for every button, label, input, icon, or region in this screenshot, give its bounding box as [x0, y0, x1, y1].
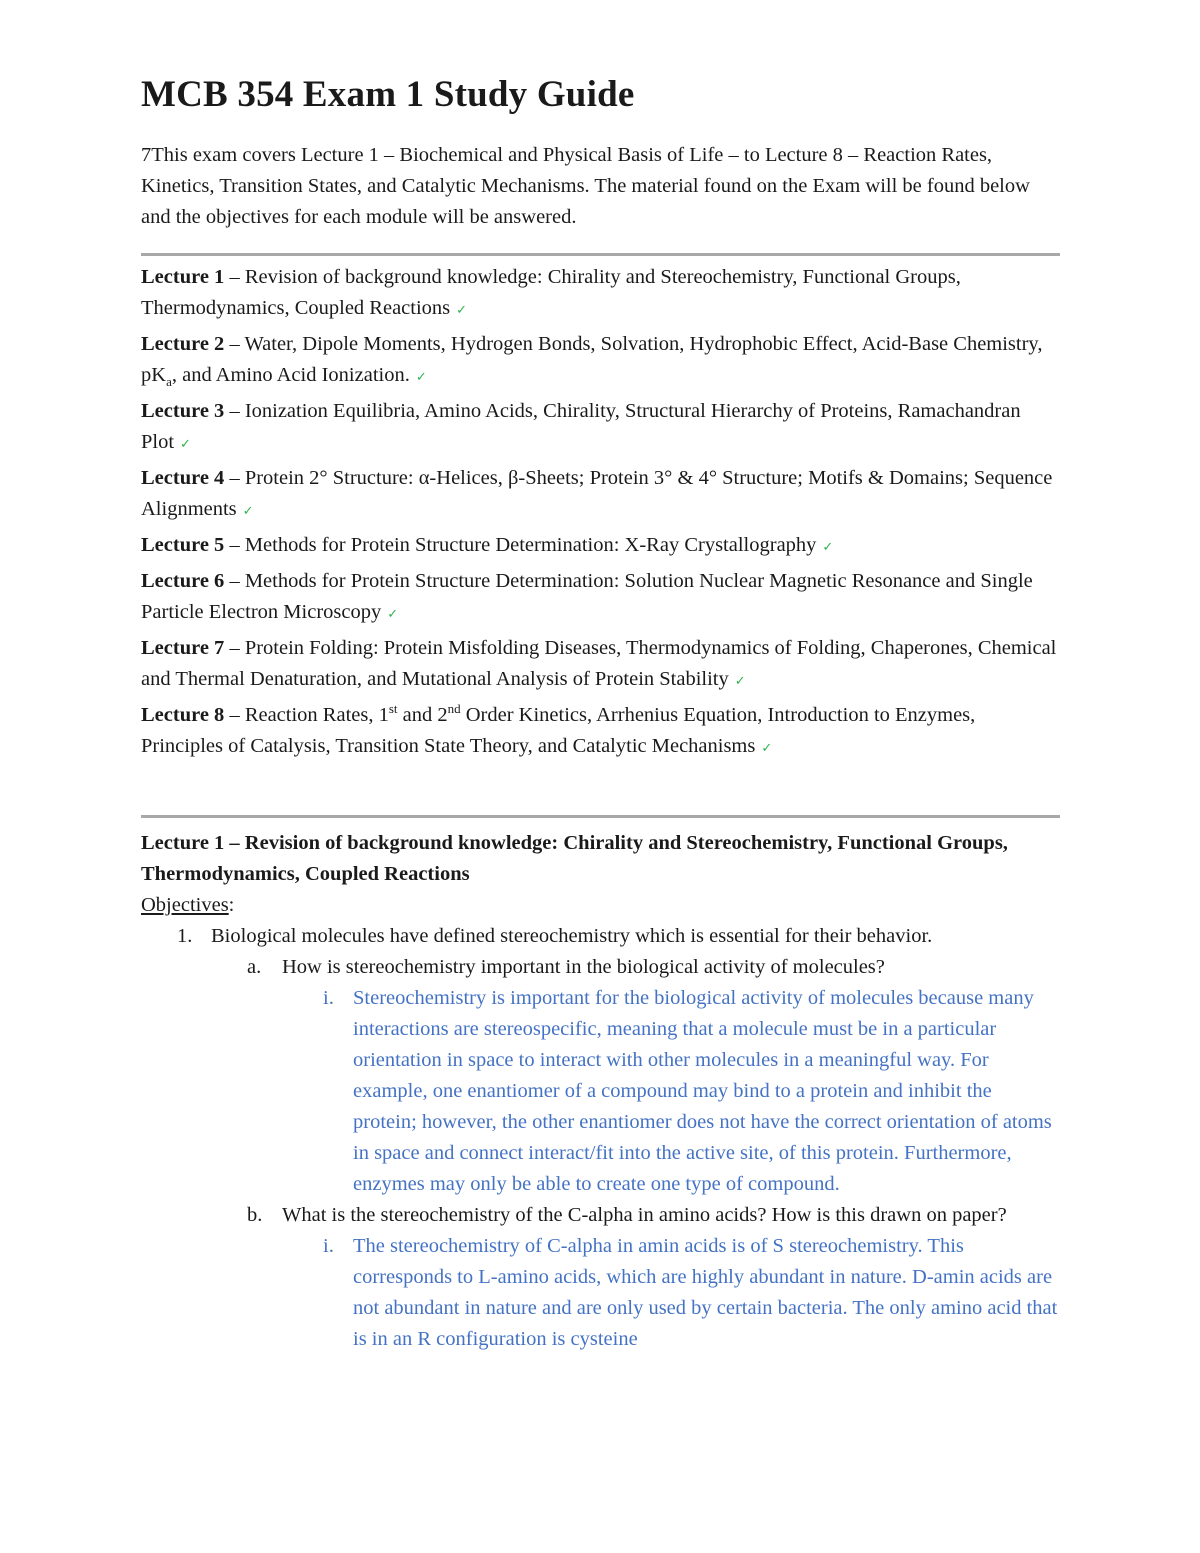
objective-text: Biological molecules have defined stereochemistry which is essential for their behavior.: [211, 925, 933, 947]
divider-section: [141, 815, 1060, 818]
lecture-text: – Water, Dipole Moments, Hydrogen Bonds, Solvation, Hydrophobic Effect, Acid-Base Chemistry, pK: [141, 333, 1043, 386]
subscript: a: [166, 374, 172, 390]
objectives-label-text: Objectives: [141, 894, 229, 916]
lecture-label: Lecture 5: [141, 534, 225, 556]
lecture-label: Lecture 8: [141, 704, 225, 726]
answer-text: The stereochemistry of C-alpha in amin acids is of S stereochemistry. This corresponds to L-amino acids, which are highly abundant in nature. D-amin acids are not abundant in nature and are only used by certain bacteria. The only amino acid that is in an R configuration is cysteine: [353, 1235, 1058, 1350]
lecture-text: – Ionization Equilibria, Amino Acids, Chirality, Structural Hierarchy of Proteins, Ramachandran Plot: [141, 400, 1021, 453]
lecture-label: Lecture 6: [141, 570, 225, 592]
answer-a: [141, 983, 1060, 1200]
answer-text: Stereochemistry is important for the biological activity of molecules because many interactions are stereospecific, meaning that a molecule must be in a particular orientation in space to interact with other molecules in a meaningful way. For example, one enantiomer of a compound may bind to a protein and inhibit the protein; however, the other enantiomer does not have the correct orientation of atoms in space and connect interact/fit into the active site, of this protein. Furthermore, enzymes may only be able to create one type of compound.: [353, 987, 1052, 1195]
lecture-text: – Reaction Rates, 1: [224, 704, 389, 726]
list-marker: i.: [323, 987, 334, 1009]
answer-b: [141, 1231, 1060, 1355]
lecture-label: Lecture 3: [141, 400, 225, 422]
question-b: [141, 1200, 1060, 1231]
lecture-item-2: [141, 329, 1060, 393]
lecture-label: Lecture 2: [141, 333, 225, 355]
check-icon: ✓: [456, 303, 468, 318]
intro-paragraph: 7This exam covers Lecture 1 – Biochemical and Physical Basis of Life – to Lecture 8 – Reaction Rates, Kinetics, Transition States, and Catalytic Mechanisms. The material found on the Exam will be found below and the objectives for each module will be answered.: [141, 144, 1030, 228]
divider-top: [141, 253, 1060, 256]
lecture-label: Lecture 4: [141, 467, 225, 489]
question-text: How is stereochemistry important in the biological activity of molecules?: [282, 956, 885, 978]
lecture-item-3: [141, 396, 1060, 460]
lecture-text: – Protein Folding: Protein Misfolding Diseases, Thermodynamics of Folding, Chaperones, Chemical and Thermal Denaturation, and Mutational Analysis of Protein Stability: [141, 637, 1057, 690]
lecture-item-4: [141, 463, 1060, 527]
lecture-text-after: Order Kinetics, Arrhenius Equation, Introduction to Enzymes, Principles of Catalysis, Transition State Theory, and Catalytic Mechanisms: [141, 704, 976, 757]
lecture-text: – Protein 2° Structure: α-Helices, β-Sheets; Protein 3° & 4° Structure; Motifs & Domains; Sequence Alignments: [141, 467, 1053, 520]
lecture-text: – Methods for Protein Structure Determination: Solution Nuclear Magnetic Resonance and Single Particle Electron Microscopy: [141, 570, 1033, 623]
question-text: What is the stereochemistry of the C-alpha in amino acids? How is this drawn on paper?: [282, 1204, 1007, 1226]
lecture-item-1: [141, 262, 1060, 326]
lecture-text-mid: and 2: [397, 704, 448, 726]
check-icon: ✓: [734, 674, 746, 689]
lecture-item-6: [141, 566, 1060, 630]
question-a: [141, 952, 1060, 983]
page-title: MCB 354 Exam 1 Study Guide: [141, 74, 635, 115]
list-marker: 1.: [177, 925, 193, 947]
check-icon: ✓: [761, 741, 773, 756]
lecture-list: [141, 262, 1060, 764]
superscript: st: [388, 701, 398, 717]
lecture-text-after: , and Amino Acid Ionization.: [171, 364, 410, 386]
lecture-item-5: [141, 530, 1060, 563]
lecture-item-8: [141, 700, 1060, 764]
check-icon: ✓: [822, 540, 834, 555]
check-icon: ✓: [180, 437, 191, 452]
list-marker: i.: [323, 1235, 334, 1257]
lecture-item-7: [141, 633, 1060, 697]
lecture-text: – Revision of background knowledge: Chirality and Stereochemistry, Functional Groups, Thermodynamics, Coupled Reactions: [141, 266, 961, 319]
check-icon: ✓: [415, 370, 427, 385]
list-marker: a.: [247, 956, 262, 978]
lecture-label: Lecture 7: [141, 637, 225, 659]
superscript: nd: [447, 701, 461, 717]
section-heading: Lecture 1 – Revision of background knowledge: Chirality and Stereochemistry, Functional Groups, Thermodynamics, Coupled Reactions: [141, 832, 1008, 885]
objectives-colon: :: [228, 894, 235, 916]
lecture-text: – Methods for Protein Structure Determination: X-Ray Crystallography: [224, 534, 817, 556]
list-marker: b.: [247, 1204, 263, 1226]
check-icon: ✓: [242, 504, 254, 519]
lecture-label: Lecture 1: [141, 266, 225, 288]
check-icon: ✓: [387, 607, 399, 622]
objectives-label: [141, 890, 1060, 921]
objective-1: [141, 921, 1060, 952]
spacer: [141, 767, 1060, 815]
